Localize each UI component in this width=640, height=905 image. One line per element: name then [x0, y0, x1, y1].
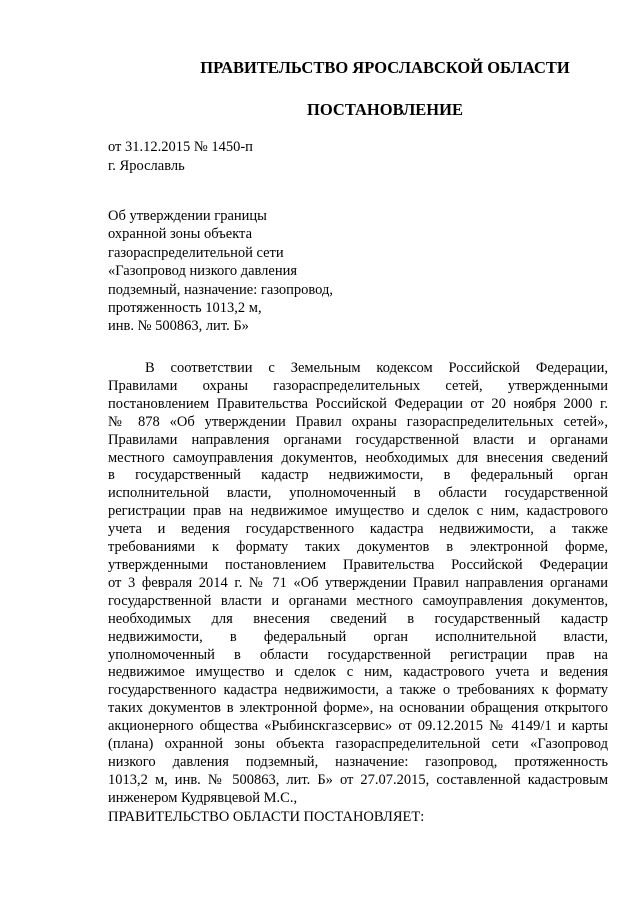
body-line: государственного кадастра недвижимости, а также о требованиях к формату	[108, 682, 608, 699]
body-line: акционерного общества «Рыбинскгазсервис» от 09.12.2015 № 4149/1 и карты	[108, 718, 608, 735]
body-line: учета и ведения государственного кадастра недвижимости, а также	[108, 521, 608, 538]
body-line: 1013,2 м, инв. № 500863, лит. Б» от 27.07.2015, составленной кадастровым	[108, 771, 608, 788]
authority-heading: ПРАВИТЕЛЬСТВО ЯРОСЛАВСКОЙ ОБЛАСТИ	[200, 58, 570, 77]
subject-line: подземный, назначение: газопровод,	[108, 281, 333, 298]
document-meta	[108, 138, 253, 175]
city: г. Ярославль	[108, 157, 185, 174]
body-line: В соответствии с Земельным кодексом Российской Федерации,	[145, 360, 608, 376]
subject-line: Об утверждении границы	[108, 208, 267, 224]
body-line: постановлением Правительства Российской Федерации от 20 ноября 2000 г.	[108, 395, 608, 412]
body-line: (плана) охранной зоны объекта газораспределительной сети «Газопровод	[108, 736, 608, 753]
body-line: № 878 «Об утверждении Правил охраны газораспределительных сетей»,	[108, 413, 608, 430]
body-line: таких документов в электронной форме», на основании обращения открытого	[108, 700, 608, 717]
subject-line: протяженность 1013,2 м,	[108, 300, 262, 317]
body-line: Правилами направления органами государственной власти и органами	[108, 431, 608, 448]
date-number: от 31.12.2015 № 1450-п	[108, 139, 253, 155]
body-line: утвержденными постановлением Правительства Российской Федерации	[108, 556, 608, 573]
body-line: инженером Кудрявцевой М.С.,	[108, 789, 298, 806]
body-line: в государственный кадастр недвижимости, в федеральный орган	[108, 467, 608, 484]
subject-line: «Газопровод низкого давления	[108, 263, 298, 280]
body-line: исполнительной власти, уполномоченный в области государственной	[108, 485, 608, 502]
body-line: регистрации прав на недвижимое имущество и сделок с ним, кадастрового	[108, 503, 608, 520]
body-line: местного самоуправления документов, необходимых для внесения сведений	[108, 449, 608, 466]
subject-line: инв. № 500863, лит. Б»	[108, 318, 249, 335]
body-line: недвижимости, в федеральный орган исполнительной власти,	[108, 628, 608, 645]
body-line: государственной власти и органами местного самоуправления документов,	[108, 592, 608, 609]
body-line: требованиями к формату таких документов в электронной форме,	[108, 539, 608, 556]
subject-line: газораспределительной сети	[108, 244, 284, 261]
body-line: уполномоченный в области государственной регистрации прав на	[108, 646, 608, 663]
body-line: недвижимое имущество и сделок с ним, кадастрового учета и ведения	[108, 664, 608, 681]
document-type-heading: ПОСТАНОВЛЕНИЕ	[307, 100, 463, 119]
body-line: необходимых для внесения сведений в государственный кадастр	[108, 610, 608, 627]
body-line: низкого давления подземный, назначение: газопровод, протяженность	[108, 753, 608, 770]
preamble-paragraph	[108, 360, 608, 808]
subject-line: охранной зоны объекта	[108, 226, 253, 243]
body-line: от 3 февраля 2014 г. № 71 «Об утверждении Правил направления органами	[108, 574, 608, 591]
document-subject	[108, 207, 333, 336]
decree-statement: ПРАВИТЕЛЬСТВО ОБЛАСТИ ПОСТАНОВЛЯЕТ:	[108, 809, 425, 825]
body-line: Правилами охраны газораспределительных сетей, утвержденными	[108, 377, 608, 394]
